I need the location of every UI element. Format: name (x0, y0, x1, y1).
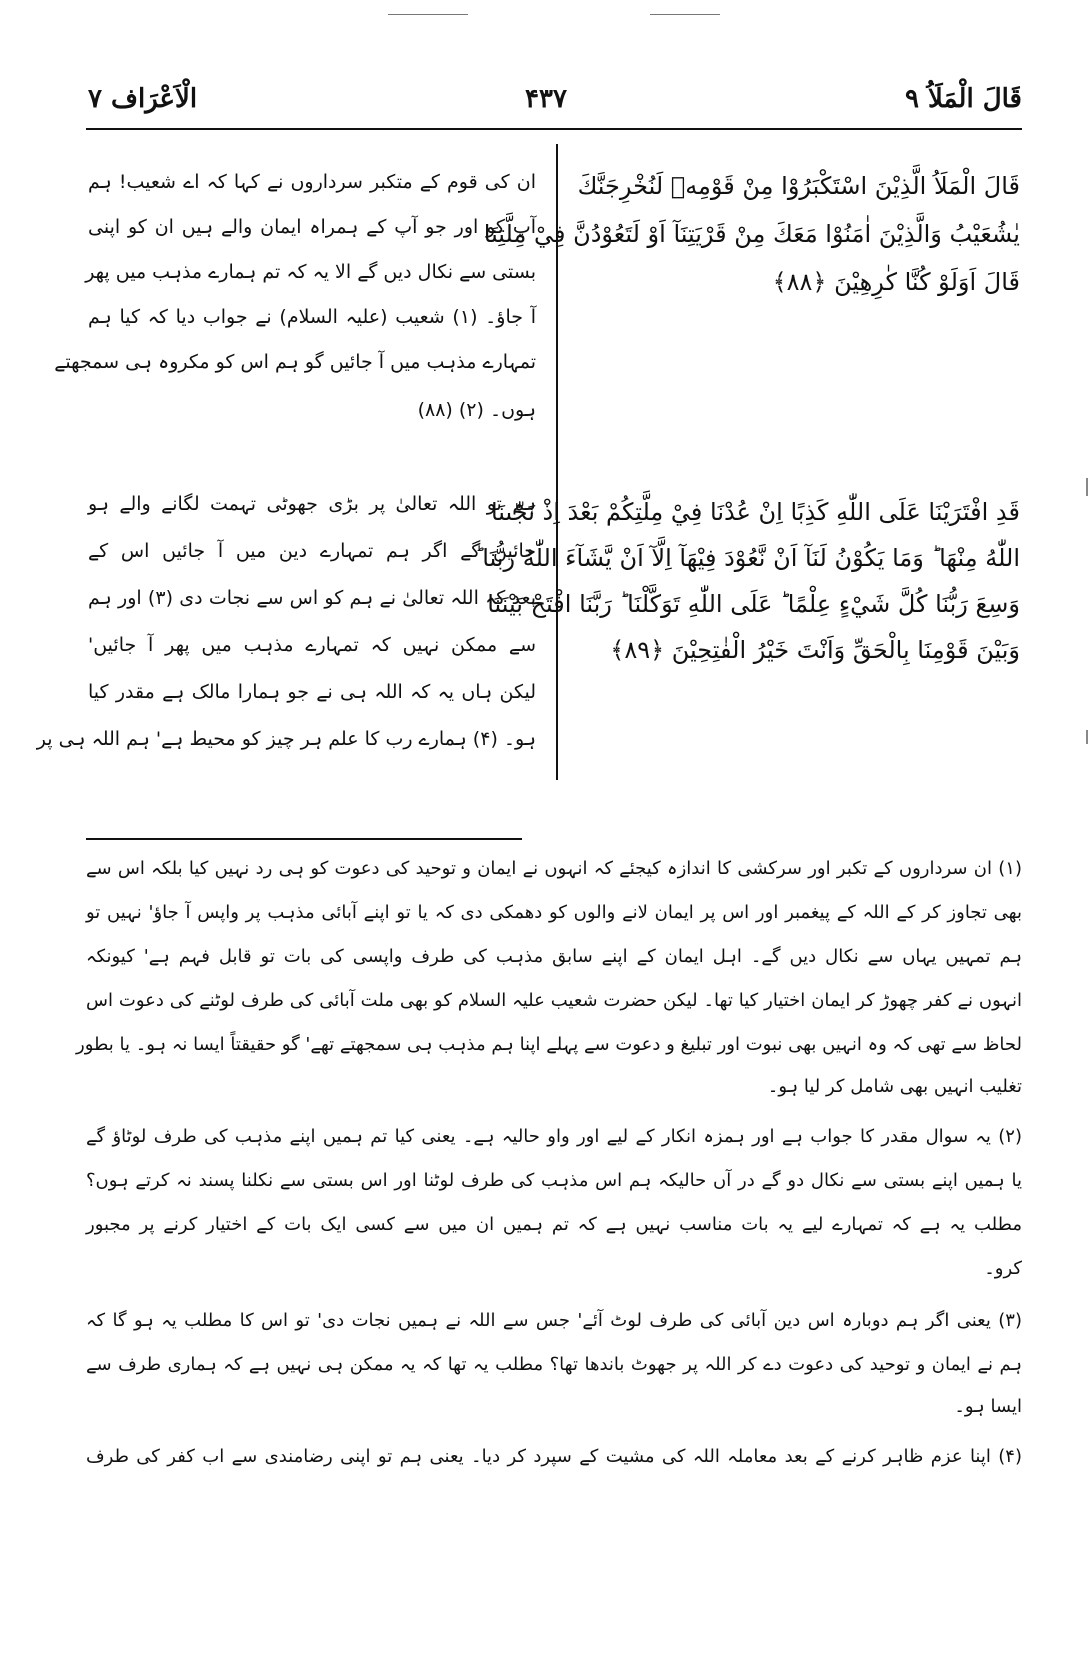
translation-line: ہو۔ (۴) ہمارے رب کا علم ہر چیز کو محیط ہے' ہم اللہ ہی پر (36, 728, 536, 750)
footnote-line: (۱) ان سرداروں کے تکبر اور سرکشی کا اندازہ کیجئے کہ انہوں نے ایمان و توحید کی دعوت کو ہی رد نہیں کیا بلکہ اس سے (86, 858, 1022, 879)
translation-line: آپ کو اور جو آپ کے ہمراہ ایمان والے ہیں ان کو اپنی (88, 216, 536, 238)
verse-a-translation (54, 162, 536, 462)
translation-line: بستی سے نکال دیں گے الا یہ کہ تم ہمارے مذہب میں پھر (85, 261, 536, 283)
translation-line: لیکن ہاں یہ کہ اللہ ہی نے جو ہمارا مالک ہے مقدر کیا (88, 681, 536, 703)
footnote-line: (۳) یعنی اگر ہم دوبارہ اس دین آبائی کی طرف لوٹ آئے' جس سے اللہ نے ہمیں نجات دی' تو اس کا مطلب یہ ہو گا کہ (86, 1310, 1022, 1331)
header-left-title: الْاَعْرَاف ۷ (88, 84, 198, 114)
margin-mark-2 (1086, 730, 1088, 744)
translation-line: ان کی قوم کے متکبر سرداروں نے کہا کہ اے شعیب! ہم (88, 171, 536, 193)
footnote-line: یا ہمیں اپنے بستی سے نکال دو گے در آں حالیکہ ہم اس مذہب کی طرف لوٹنا اور اس بستی سے نکلنا پسند نہ کرتے ہوں؟ (86, 1170, 1022, 1191)
footnote-line: کرو۔ (984, 1258, 1022, 1279)
translation-line: آ جاؤ۔ (۱) شعیب (علیہ السلام) نے جواب دیا کہ کیا ہم (88, 306, 536, 328)
arabic-line: يٰشُعَيْبُ وَالَّذِيْنَ اٰمَنُوْا مَعَكَ مِنْ قَرْيَتِنَآ اَوْ لَتَعُوْدُنَّ فِيْ مِلَّتِنَا (483, 220, 1020, 248)
top-rule-right (650, 14, 720, 15)
footnote-line: ہم نے ایمان و توحید کی دعوت دے کر اللہ پر جھوٹ باندھا تھا؟ مطلب یہ تھا کہ یہ ممکن ہی نہیں ہے کہ ہماری طرف سے (86, 1354, 1022, 1375)
header-rule (86, 128, 1022, 130)
footnote-line: (۲) یہ سوال مقدر کا جواب ہے اور ہمزہ انکار کے لیے اور واو حالیہ ہے۔ یعنی کیا تم ہمیں اپنے مذہب کی طرف لوٹاؤ گے (86, 1126, 1022, 1147)
verse-b-translation (36, 484, 536, 774)
footnote-line: (۴) اپنا عزم ظاہر کرنے کے بعد معاملہ اللہ کی مشیت کے سپرد کر دیا۔ یعنی ہم تو اپنی رضامندی سے اب کفر کی طرف (86, 1446, 1022, 1467)
footnote-line: ہم تمہیں یہاں سے نکال دیں گے۔ اہل ایمان کے اپنے سابق مذہب کی طرف واپسی کی بات تو قابل فہم ہے' کیونکہ (86, 946, 1022, 967)
footnote-line: بھی تجاوز کر کے اللہ کے پیغمبر اور اس پر ایمان لانے والوں کو دھمکی دی کہ یا تو اپنے آبائی مذہب پر واپس آ جاؤ' نہیں تو (86, 902, 1022, 923)
footnote-separator (86, 838, 522, 840)
verse-a-arabic (483, 166, 1020, 326)
translation-line: بعد کہ اللہ تعالیٰ نے ہم کو اس سے نجات دی (۳) اور ہم (88, 587, 536, 609)
page-number: ۴۳۷ (525, 84, 567, 114)
footnote-line: لحاظ سے تھی کہ وہ انہیں بھی نبوت اور تبلیغ و دعوت سے پہلے اپنا ہم مذہب ہی سمجھتے تھے' گو حقیقتاً ایسا نہ ہو۔ یا بطور (76, 1034, 1022, 1055)
arabic-line: وَبَيْنَ قَوْمِنَا بِالْحَقِّ وَاَنْتَ خَيْرُ الْفٰتِحِيْنَ ﴿۸۹﴾ (610, 636, 1020, 664)
footnote-line: تغلیب انہیں بھی شامل کر لیا ہو۔ (767, 1076, 1022, 1097)
header-right-title: قَالَ الْمَلَاُ ۹ (904, 84, 1022, 114)
translation-line: سے ممکن نہیں کہ تمہارے مذہب میں پھر آ جائیں' (88, 634, 536, 656)
footnotes (76, 850, 1022, 1640)
margin-mark-1 (1086, 478, 1088, 496)
verse-b-arabic (474, 492, 1020, 692)
footnote-line: مطلب یہ ہے کہ تمہارے لیے یہ بات مناسب نہیں ہے کہ تم ہمیں ان میں سے کسی ایک بات کے اختیار کرنے پر مجبور (86, 1214, 1022, 1235)
translation-line: تمہارے مذہب میں آ جائیں گو ہم اس کو مکروہ ہی سمجھتے (54, 351, 536, 373)
arabic-line: قَالَ الْمَلَاُ الَّذِيْنَ اسْتَكْبَرُوْا مِنْ قَوْمِهٖ لَنُخْرِجَنَّكَ (577, 172, 1020, 200)
arabic-line: اللّٰهُ مِنْهَا ؕ وَمَا يَكُوْنُ لَنَآ اَنْ نَّعُوْدَ فِيْهَآ اِلَّآ اَنْ يَّشَآءَ اللّٰهُ رَبُّنَا ؕ (474, 544, 1020, 572)
arabic-line: قَدِ افْتَرَيْنَا عَلَى اللّٰهِ كَذِبًا اِنْ عُدْنَا فِيْ مِلَّتِكُمْ بَعْدَ اِذْ نَجّٰىنَا (490, 498, 1020, 526)
translation-line: ہوں۔ (۲) (۸۸) (417, 399, 536, 421)
footnote-line: ایسا ہو۔ (954, 1396, 1022, 1417)
footnote-line: انہوں نے کفر چھوڑ کر ایمان اختیار کیا تھا۔ لیکن حضرت شعیب علیہ السلام کو بھی ملت آبائی کی طرف لوٹنے کی دعوت اس (86, 990, 1022, 1011)
top-rule-left (388, 14, 468, 15)
translation-line: جائیں گے اگر ہم تمہارے دین میں آ جائیں اس کے (88, 540, 536, 562)
arabic-line: وَسِعَ رَبُّنَا كُلَّ شَيْءٍ عِلْمًا ؕ عَلَى اللّٰهِ تَوَكَّلْنَا ؕ رَبَّنَا افْتَحْ بَيْنَنَا (487, 590, 1020, 618)
translation-line: ہم تو اللہ تعالیٰ پر بڑی جھوٹی تہمت لگانے والے ہو (88, 493, 536, 515)
arabic-line: قَالَ اَوَلَوْ كُنَّا كٰرِهِيْنَ ﴿۸۸﴾ (772, 268, 1020, 296)
